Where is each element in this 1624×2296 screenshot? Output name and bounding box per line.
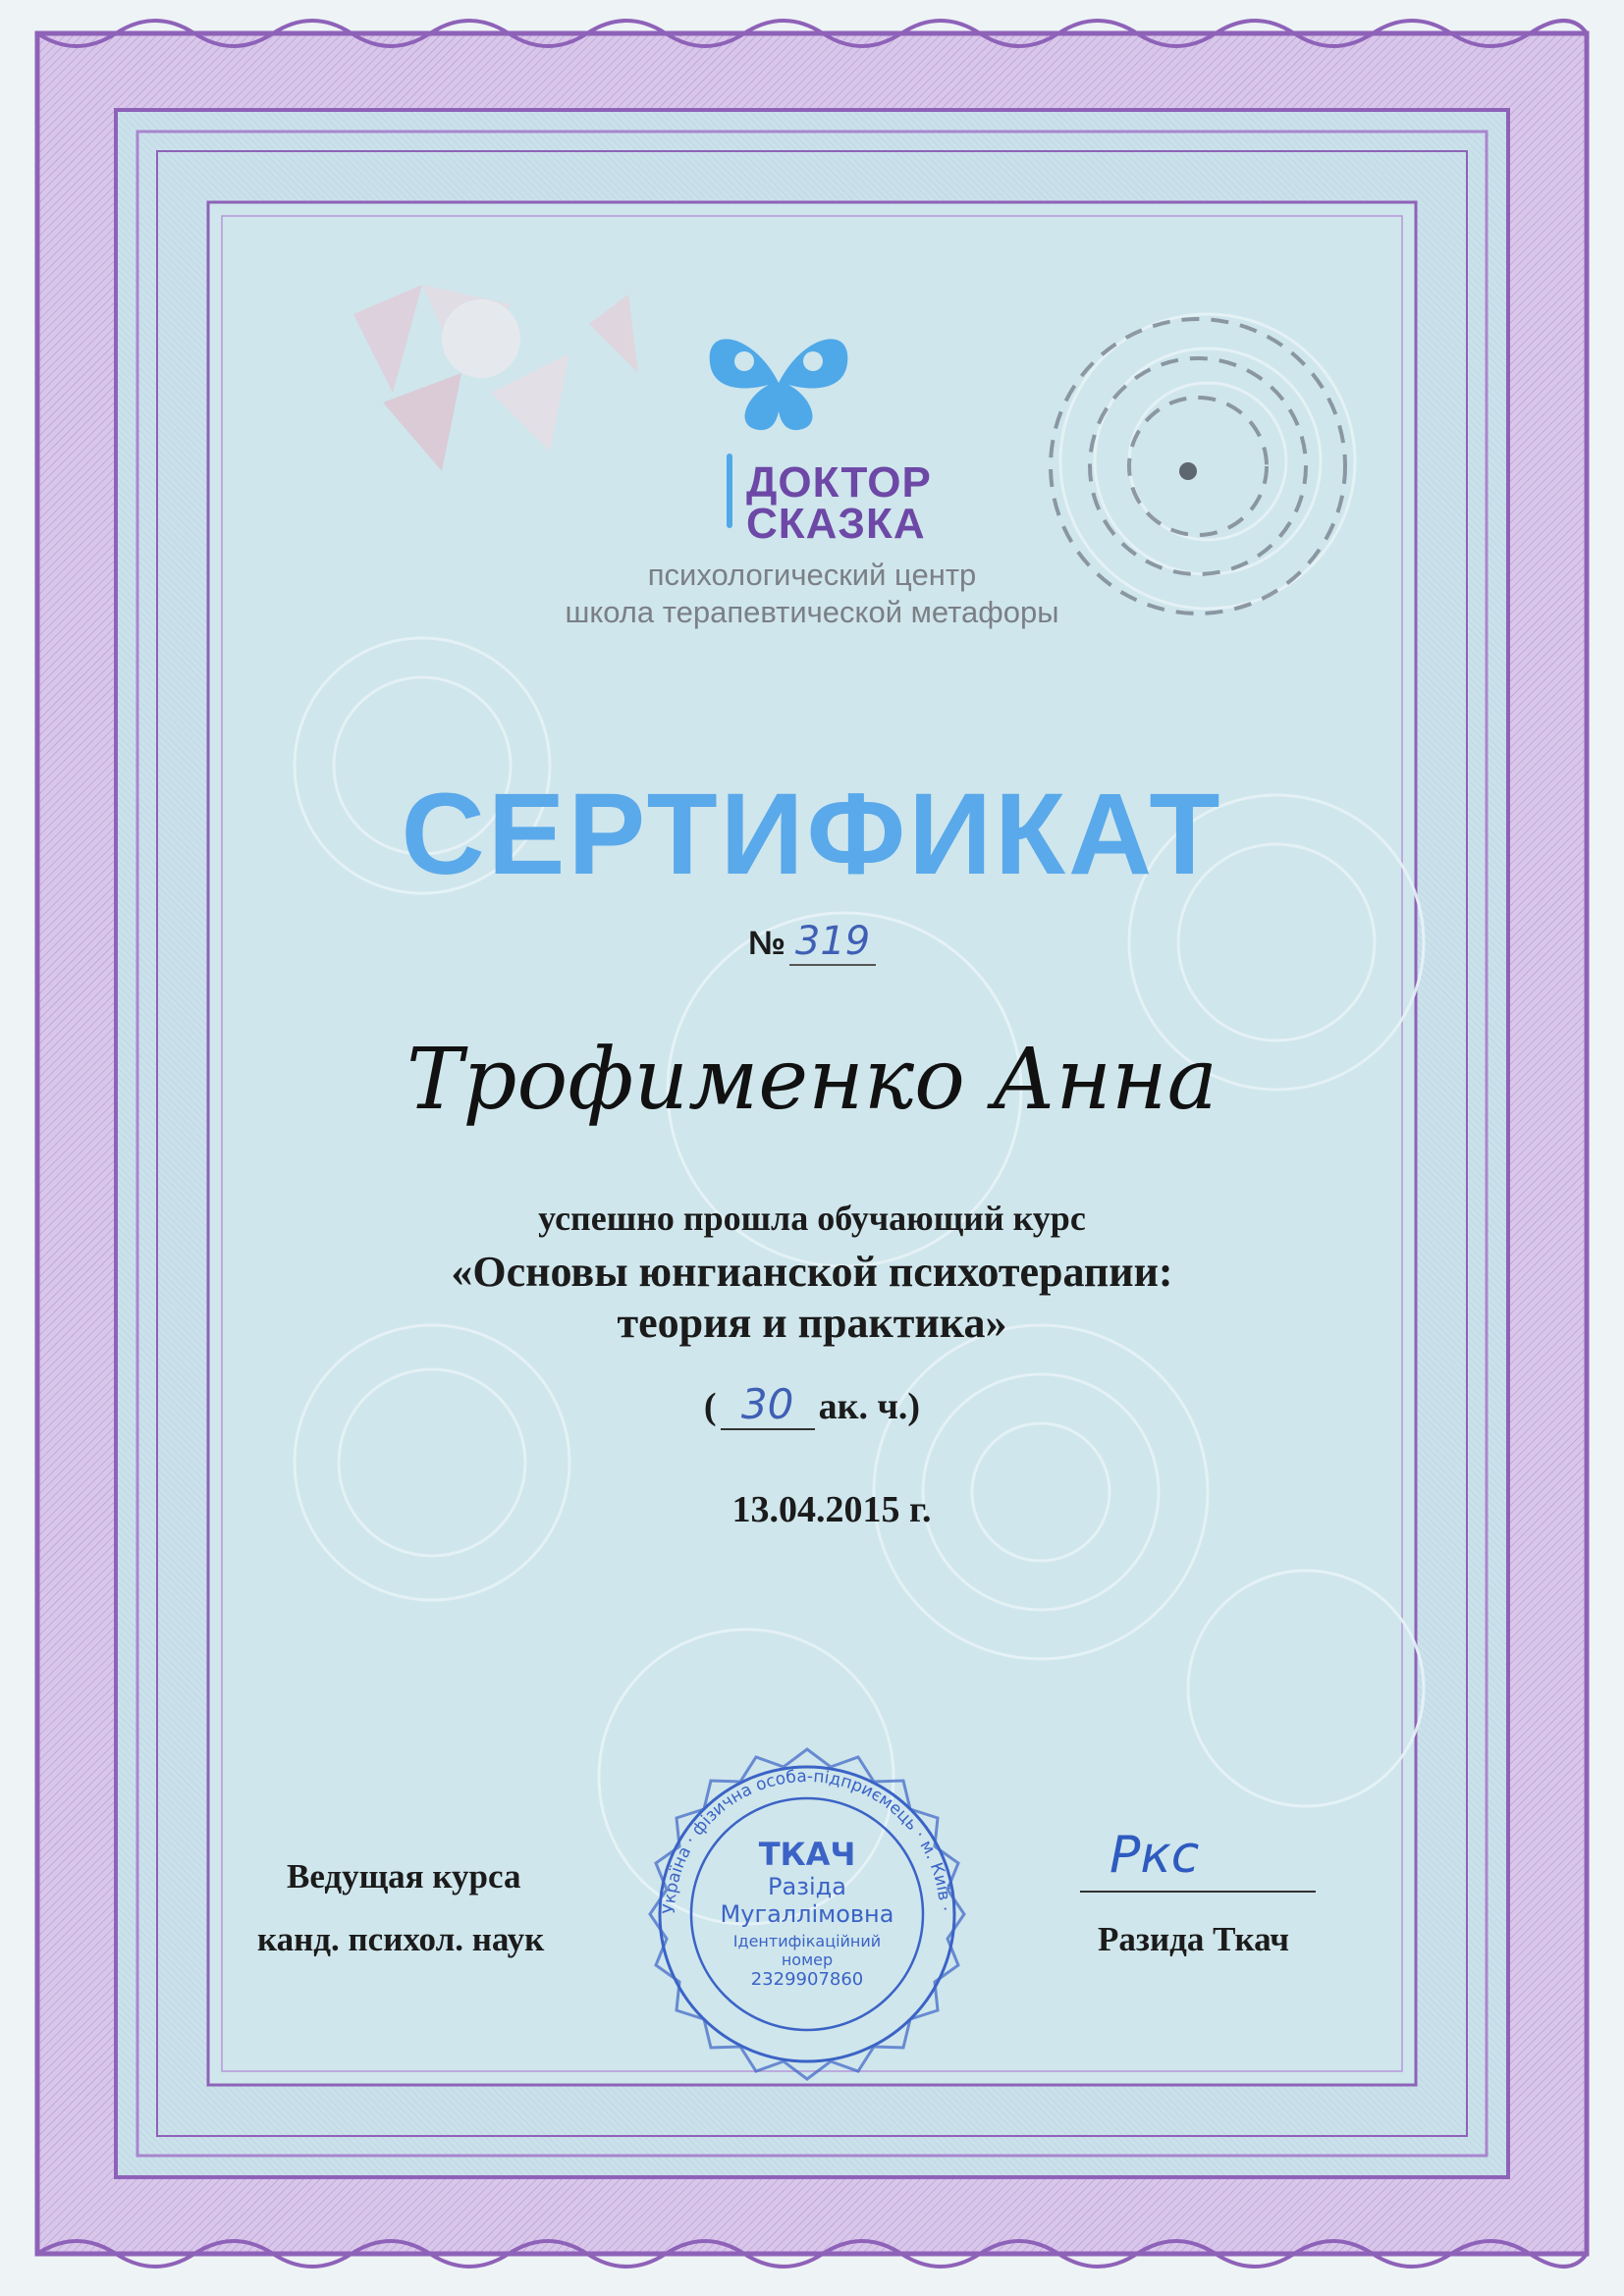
official-stamp (630, 1737, 984, 2091)
recipient-name: Трофименко Анна (406, 1031, 1218, 1129)
logo-line2: СКАЗКА (746, 500, 926, 548)
course-hours (0, 1380, 1624, 1430)
course-intro: успешно прошла обучающий курс (538, 1199, 1086, 1238)
hours-suffix: ак. ч.) (818, 1386, 921, 1427)
stamp-title: ТКАЧ (758, 1836, 856, 1873)
stamp-ring-text: Україна · фізична особа-підприємець · м. Київ · (659, 1766, 954, 1915)
signature-line (1080, 1891, 1316, 1893)
stamp-line2: Мугаллімовна (720, 1900, 894, 1928)
number-prefix: № (748, 925, 785, 962)
number-value: 319 (789, 919, 876, 966)
stamp-line1: Разіда (768, 1873, 846, 1900)
logo-subtitle2: школа терапевтической метафоры (565, 595, 1059, 629)
butterfly-icon (695, 314, 862, 442)
logo-line1: ДОКТОР (746, 458, 932, 507)
signature: Ркс (1110, 1826, 1200, 1885)
issue-date: 13.04.2015 г. (731, 1489, 932, 1530)
stamp-id-label1: Ідентифікаційний (732, 1932, 882, 1950)
stamp-id-number: 2329907860 (750, 1969, 864, 1990)
hours-value: 30 (721, 1380, 815, 1430)
course-name-line1: «Основы юнгианской психотерапии: (451, 1248, 1173, 1296)
certificate-number (748, 919, 876, 964)
instructor-role-line2: канд. психол. наук (257, 1920, 545, 1958)
logo-accent-bar (727, 454, 732, 528)
certificate-title: СЕРТИФИКАТ (401, 770, 1223, 899)
logo-subtitle1: психологический центр (647, 558, 977, 592)
instructor-role-line1: Ведущая курса (287, 1857, 521, 1896)
stamp-id-label2: номер (781, 1950, 834, 1969)
course-name-line2: теория и практика» (617, 1299, 1007, 1347)
instructor-name: Разида Ткач (1098, 1920, 1290, 1958)
hours-open: ( (703, 1386, 717, 1427)
